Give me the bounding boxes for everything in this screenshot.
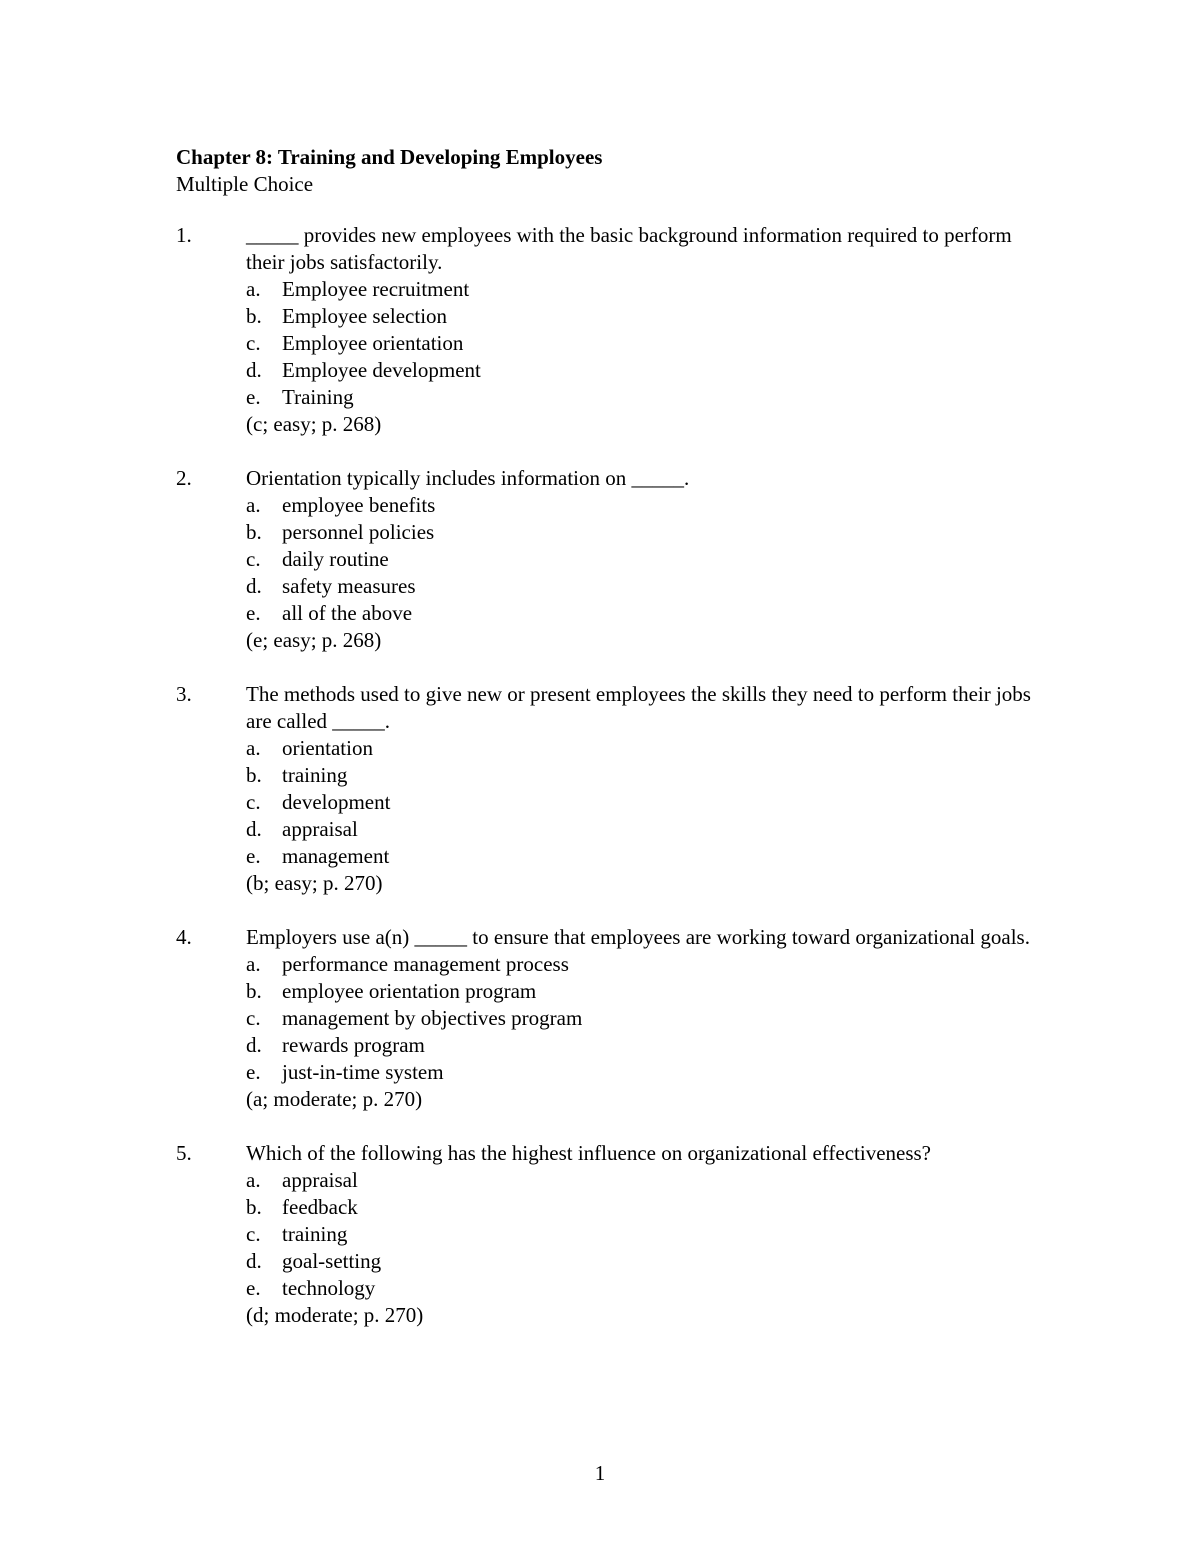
option-letter: d. — [246, 817, 262, 841]
option-list — [246, 735, 1036, 870]
option-item — [246, 789, 1036, 816]
option-text: safety measures — [282, 574, 416, 598]
question-list — [176, 222, 1036, 1356]
question-text: Which of the following has the highest influence on organizational effectiveness? — [246, 1141, 932, 1165]
option-text: employee benefits — [282, 493, 436, 517]
section-subtitle: Multiple Choice — [176, 172, 314, 196]
option-letter: a. — [246, 493, 261, 517]
answer-key: (d; moderate; p. 270) — [246, 1303, 424, 1327]
option-list — [246, 276, 1036, 411]
option-item — [246, 843, 1036, 870]
option-item — [246, 546, 1036, 573]
option-text: technology — [282, 1276, 376, 1300]
option-item — [246, 600, 1036, 627]
option-letter: c. — [246, 790, 261, 814]
option-text: all of the above — [282, 601, 413, 625]
option-text: management — [282, 844, 390, 868]
option-text: appraisal — [282, 817, 358, 841]
option-item — [246, 1167, 1036, 1194]
question-text: The methods used to give new or present employees the skills they need to perform their jobs are called _____. — [246, 682, 1031, 733]
option-letter: c. — [246, 1006, 261, 1030]
option-letter: c. — [246, 1222, 261, 1246]
option-text: rewards program — [282, 1033, 425, 1057]
option-list — [246, 492, 1036, 627]
option-letter: a. — [246, 277, 261, 301]
question-body — [246, 1140, 1036, 1329]
option-letter: e. — [246, 1276, 261, 1300]
option-letter: c. — [246, 547, 261, 571]
option-item — [246, 1005, 1036, 1032]
option-item — [246, 1059, 1036, 1086]
option-item — [246, 303, 1036, 330]
option-item — [246, 978, 1036, 1005]
option-text: feedback — [282, 1195, 358, 1219]
option-item — [246, 492, 1036, 519]
question-number: 1. — [176, 223, 192, 247]
question-body — [246, 924, 1036, 1113]
option-text: Employee orientation — [282, 331, 464, 355]
question-item — [176, 222, 1036, 438]
option-list — [246, 951, 1036, 1086]
option-list — [246, 1167, 1036, 1302]
option-letter: e. — [246, 385, 261, 409]
option-item — [246, 762, 1036, 789]
question-number: 2. — [176, 466, 192, 490]
answer-key: (c; easy; p. 268) — [246, 412, 382, 436]
option-item — [246, 357, 1036, 384]
option-item — [246, 735, 1036, 762]
question-item — [176, 465, 1036, 654]
option-letter: e. — [246, 1060, 261, 1084]
option-letter: b. — [246, 520, 262, 544]
option-text: orientation — [282, 736, 373, 760]
option-text: management by objectives program — [282, 1006, 583, 1030]
option-text: Employee selection — [282, 304, 448, 328]
option-item — [246, 384, 1036, 411]
option-text: development — [282, 790, 391, 814]
page-number: 1 — [594, 1461, 606, 1485]
option-item — [246, 330, 1036, 357]
question-text: _____ provides new employees with the basic background information required to perform their jobs satisfactorily. — [246, 223, 1012, 274]
option-text: Employee recruitment — [282, 277, 470, 301]
option-text: appraisal — [282, 1168, 358, 1192]
option-text: training — [282, 1222, 348, 1246]
question-number: 5. — [176, 1141, 192, 1165]
option-item — [246, 276, 1036, 303]
option-item — [246, 519, 1036, 546]
option-item — [246, 1275, 1036, 1302]
answer-key: (e; easy; p. 268) — [246, 628, 382, 652]
option-text: just-in-time system — [282, 1060, 444, 1084]
option-text: personnel policies — [282, 520, 435, 544]
question-body — [246, 681, 1036, 897]
option-text: Employee development — [282, 358, 481, 382]
question-text: Employers use a(n) _____ to ensure that employees are working toward organizational goals. — [246, 925, 1030, 949]
option-letter: c. — [246, 331, 261, 355]
option-item — [246, 951, 1036, 978]
option-letter: e. — [246, 601, 261, 625]
answer-key: (a; moderate; p. 270) — [246, 1087, 423, 1111]
question-body — [246, 465, 1036, 654]
document-header — [176, 143, 602, 198]
option-letter: d. — [246, 574, 262, 598]
option-item — [246, 1221, 1036, 1248]
question-item — [176, 681, 1036, 897]
option-letter: b. — [246, 304, 262, 328]
option-letter: b. — [246, 1195, 262, 1219]
option-text: daily routine — [282, 547, 389, 571]
question-text: Orientation typically includes information on _____. — [246, 466, 690, 490]
option-letter: d. — [246, 1033, 262, 1057]
option-item — [246, 1194, 1036, 1221]
question-number: 4. — [176, 925, 192, 949]
option-letter: a. — [246, 952, 261, 976]
option-item — [246, 573, 1036, 600]
option-text: goal-setting — [282, 1249, 382, 1273]
option-letter: a. — [246, 736, 261, 760]
option-letter: d. — [246, 358, 262, 382]
chapter-title: Chapter 8: Training and Developing Employees — [176, 145, 603, 169]
option-letter: a. — [246, 1168, 261, 1192]
option-item — [246, 1248, 1036, 1275]
option-text: Training — [282, 385, 354, 409]
option-letter: b. — [246, 763, 262, 787]
option-text: performance management process — [282, 952, 569, 976]
answer-key: (b; easy; p. 270) — [246, 871, 383, 895]
question-number: 3. — [176, 682, 192, 706]
option-text: training — [282, 763, 348, 787]
option-letter: e. — [246, 844, 261, 868]
option-text: employee orientation program — [282, 979, 537, 1003]
option-letter: b. — [246, 979, 262, 1003]
option-item — [246, 1032, 1036, 1059]
question-item — [176, 1140, 1036, 1329]
option-item — [246, 816, 1036, 843]
question-item — [176, 924, 1036, 1113]
option-letter: d. — [246, 1249, 262, 1273]
question-body — [246, 222, 1036, 438]
